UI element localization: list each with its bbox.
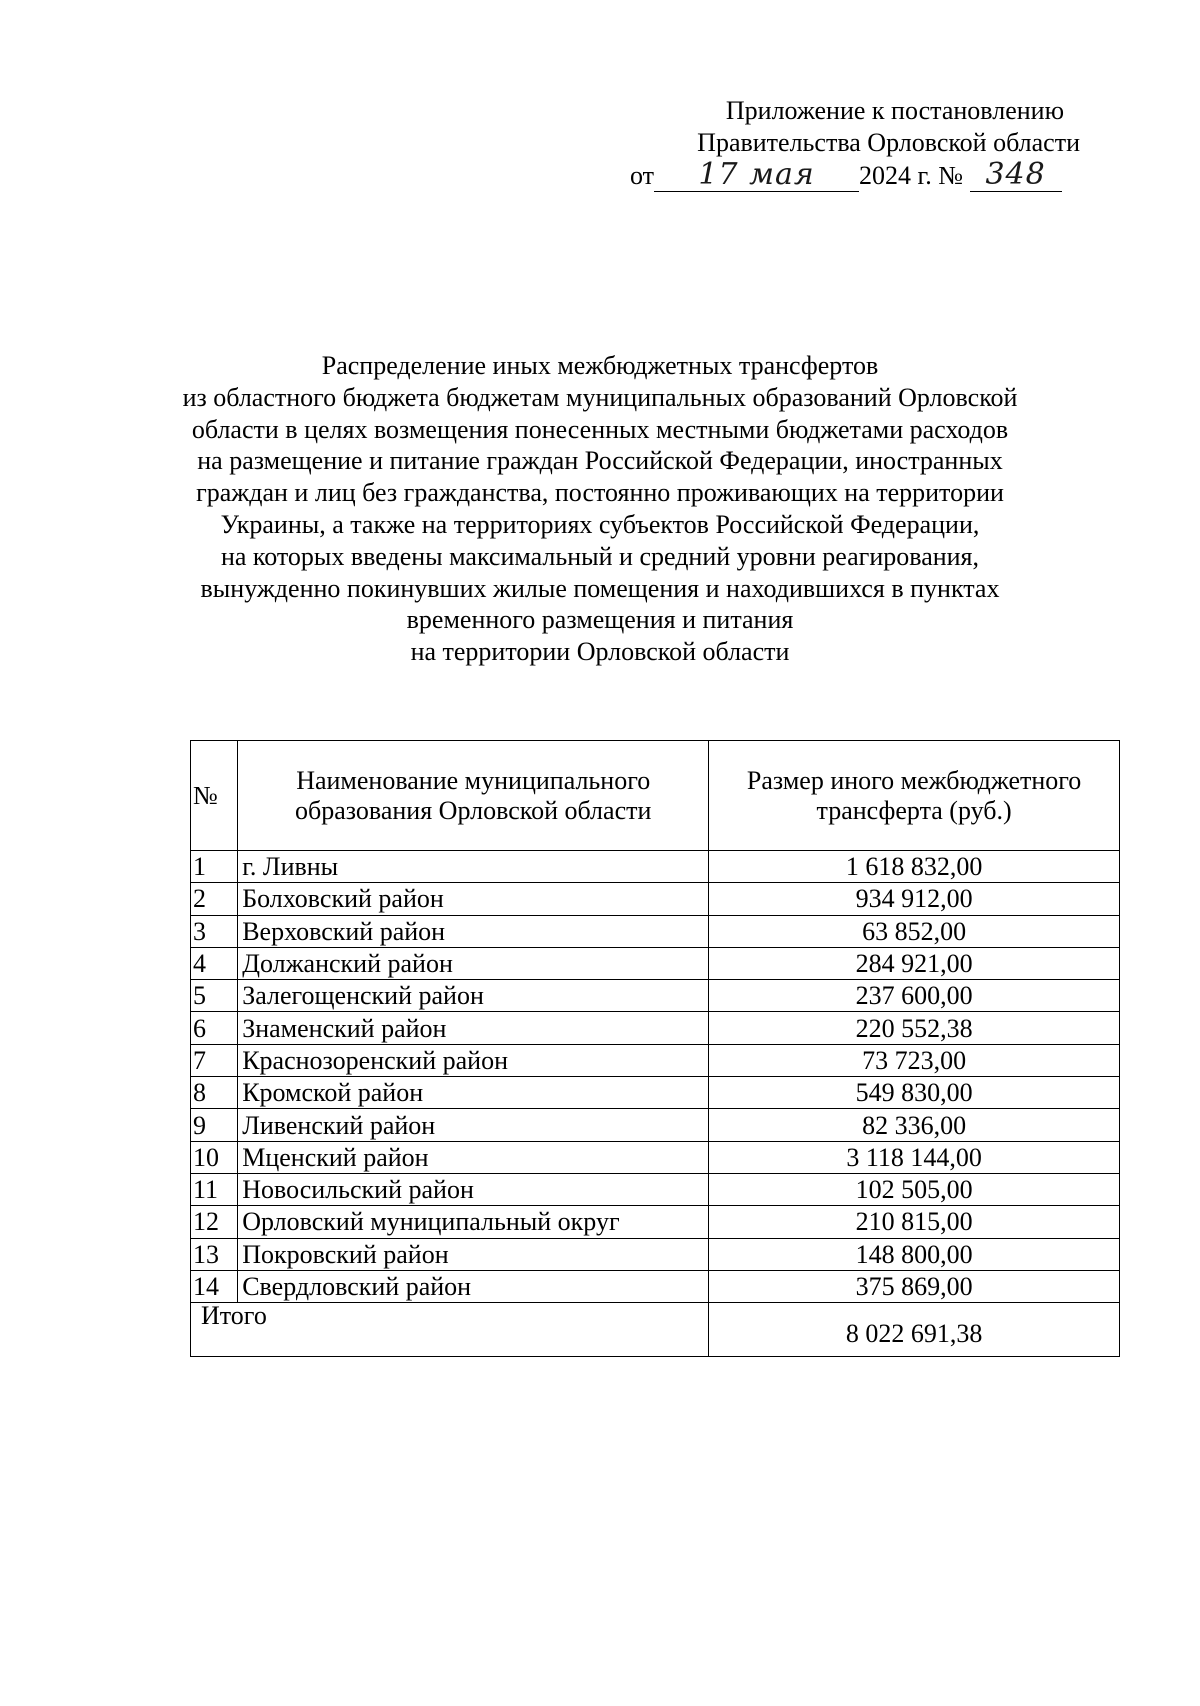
- row-municipality: Покровский район: [238, 1238, 709, 1270]
- row-municipality: Краснозоренский район: [238, 1044, 709, 1076]
- table-row: [191, 915, 1120, 947]
- row-number: 5: [191, 980, 238, 1012]
- row-municipality: Мценский район: [238, 1141, 709, 1173]
- row-amount: 73 723,00: [709, 1044, 1120, 1076]
- row-number: 11: [191, 1173, 238, 1205]
- title-line: Распределение иных межбюджетных трансфертов: [321, 351, 879, 380]
- header-number: №: [191, 741, 238, 851]
- document-title: [170, 350, 1030, 668]
- appendix-line-1: Приложение к постановлению: [725, 96, 1064, 125]
- table-row: [191, 883, 1120, 915]
- row-number: 3: [191, 915, 238, 947]
- row-amount: 210 815,00: [709, 1206, 1120, 1238]
- row-number: 14: [191, 1270, 238, 1302]
- table-row: [191, 1270, 1120, 1302]
- row-number: 13: [191, 1238, 238, 1270]
- total-amount: 8 022 691,38: [709, 1303, 1120, 1357]
- row-number: 9: [191, 1109, 238, 1141]
- table-row: [191, 1109, 1120, 1141]
- row-amount: 102 505,00: [709, 1173, 1120, 1205]
- title-line: граждан и лиц без гражданства, постоянно проживающих на территории: [196, 478, 1004, 508]
- row-municipality: Орловский муниципальный округ: [238, 1206, 709, 1238]
- total-label: Итого: [191, 1303, 709, 1357]
- row-municipality: Кромской район: [238, 1077, 709, 1109]
- title-line: на размещение и питание граждан Российской Федерации, иностранных: [197, 446, 1003, 476]
- row-amount: 284 921,00: [709, 947, 1120, 979]
- row-municipality: Болховский район: [238, 883, 709, 915]
- row-municipality: Свердловский район: [238, 1270, 709, 1302]
- row-number: 6: [191, 1012, 238, 1044]
- row-municipality: Верховский район: [238, 915, 709, 947]
- title-line: временного размещения и питания: [406, 605, 794, 635]
- header-municipality: Наименование муниципального образования Орловской области: [238, 741, 709, 851]
- handwritten-date: 17 мая: [654, 159, 859, 192]
- row-amount: 82 336,00: [709, 1109, 1120, 1141]
- row-number: 10: [191, 1141, 238, 1173]
- title-line: области в целях возмещения понесенных местными бюджетами расходов: [191, 414, 1009, 444]
- row-number: 12: [191, 1206, 238, 1238]
- year-and-number-label: 2024 г. №: [859, 161, 964, 190]
- table-row: [191, 1206, 1120, 1238]
- row-number: 7: [191, 1044, 238, 1076]
- title-line: из областного бюджета бюджетам муниципальных образований Орловской: [182, 382, 1018, 412]
- title-line: на которых введены максимальный и средний уровни реагирования,: [220, 541, 980, 571]
- table-row: [191, 947, 1120, 979]
- title-line: Украины, а также на территориях субъектов Российской Федерации,: [220, 509, 980, 539]
- row-amount: 3 118 144,00: [709, 1141, 1120, 1173]
- date-prefix: от: [630, 161, 655, 190]
- row-municipality: г. Ливны: [238, 851, 709, 883]
- title-line: вынужденно покинувших жилые помещения и находившихся в пунктах: [200, 573, 1000, 603]
- title-line: на территории Орловской области: [410, 637, 790, 667]
- table-row: [191, 1238, 1120, 1270]
- row-amount: 237 600,00: [709, 980, 1120, 1012]
- table-row: [191, 980, 1120, 1012]
- row-municipality: Залегощенский район: [238, 980, 709, 1012]
- appendix-line-2: Правительства Орловской области: [697, 128, 1080, 157]
- row-amount: 934 912,00: [709, 883, 1120, 915]
- header-amount: Размер иного межбюджетного трансферта (руб.): [709, 741, 1120, 851]
- row-amount: 220 552,38: [709, 1012, 1120, 1044]
- row-amount: 148 800,00: [709, 1238, 1120, 1270]
- table-total-row: [191, 1303, 1120, 1357]
- row-amount: 549 830,00: [709, 1077, 1120, 1109]
- table-row: [191, 1141, 1120, 1173]
- handwritten-number: 348: [970, 159, 1062, 192]
- row-amount: 1 618 832,00: [709, 851, 1120, 883]
- table-row: [191, 1077, 1120, 1109]
- appendix-header: [560, 95, 1080, 192]
- row-municipality: Знаменский район: [238, 1012, 709, 1044]
- table-row: [191, 1173, 1120, 1205]
- distribution-table: [190, 740, 1120, 1357]
- table-row: [191, 1012, 1120, 1044]
- row-municipality: Ливенский район: [238, 1109, 709, 1141]
- table-row: [191, 1044, 1120, 1076]
- appendix-line-3: [560, 159, 1080, 192]
- row-number: 8: [191, 1077, 238, 1109]
- row-amount: 375 869,00: [709, 1270, 1120, 1302]
- row-number: 4: [191, 947, 238, 979]
- table-row: [191, 851, 1120, 883]
- table-header-row: [191, 741, 1120, 851]
- row-municipality: Должанский район: [238, 947, 709, 979]
- row-number: 1: [191, 851, 238, 883]
- row-amount: 63 852,00: [709, 915, 1120, 947]
- row-municipality: Новосильский район: [238, 1173, 709, 1205]
- row-number: 2: [191, 883, 238, 915]
